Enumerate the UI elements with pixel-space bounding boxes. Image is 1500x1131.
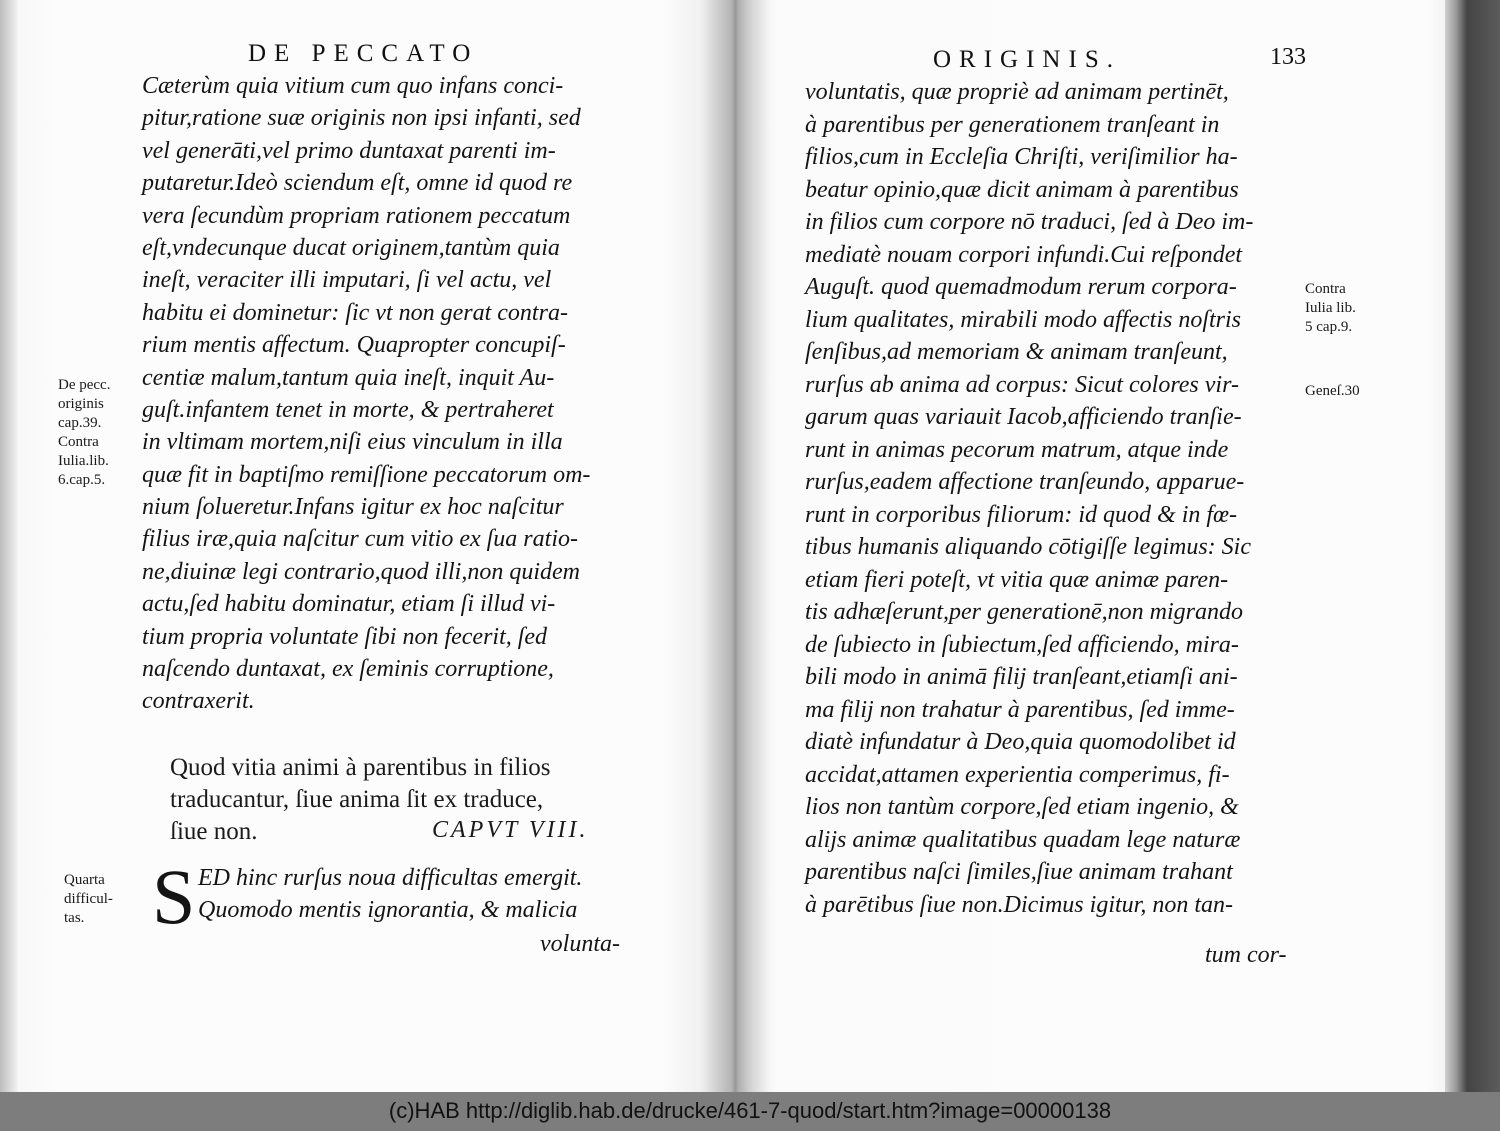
- text-line: vera ſecundùm propriam rationem peccatum: [142, 202, 571, 229]
- left-page: [0, 0, 735, 1092]
- right-page: [735, 0, 1455, 1092]
- text-line: rurſus,eadem affectione tranſeundo, apparue-: [805, 469, 1245, 495]
- text-line: rurſus ab anima ad corpus: Sicut colores vir-: [805, 371, 1239, 398]
- left-body-text: [142, 70, 590, 718]
- text-line: habitu ei dominetur: ſic vt non gerat contra-: [142, 299, 568, 326]
- margin-note-line: tas.: [64, 910, 85, 926]
- margin-note-line: 5 cap.9.: [1305, 319, 1353, 335]
- left-page-edge: [0, 0, 18, 1092]
- page-number: 133: [1270, 44, 1306, 70]
- margin-note-line: Quarta: [64, 872, 105, 888]
- text-line: ED hinc rurſus noua difficultas emergit.: [198, 865, 583, 891]
- chapter-title-line: Quod vitia animi à parentibus in filios: [170, 754, 551, 781]
- margin-note-line: Contra: [58, 434, 99, 450]
- right-body-text: [805, 76, 1253, 921]
- book-gutter: [700, 0, 770, 1092]
- catchword: tum cor-: [1205, 942, 1287, 968]
- text-line: eſt,vndecunque ducat originem,tantùm quia: [142, 234, 560, 261]
- margin-note-line: Iulia.lib.: [58, 453, 109, 469]
- text-line: tibus humanis aliquando cōtigiſſe legimus: Sic: [805, 534, 1251, 560]
- chapter-opening-text: [198, 862, 582, 927]
- drop-cap: S: [152, 853, 196, 940]
- left-margin-note-2: [64, 871, 113, 928]
- text-line: filios,cum in Eccleſia Chriſti, veriſimilior ha-: [805, 144, 1238, 170]
- text-line: ineſt, veraciter illi imputari, ſi vel actu, vel: [142, 267, 552, 294]
- text-line: runt in animas pecorum matrum, atque inde: [805, 436, 1229, 463]
- text-line: quæ fit in baptiſmo remiſſione peccatorum om-: [142, 461, 591, 488]
- right-catchword-block: [1205, 939, 1287, 971]
- text-line: naſcendo duntaxat, ex ſeminis corruptione,: [142, 656, 554, 683]
- right-margin-note-1: [1305, 280, 1356, 337]
- left-margin-note-1: [58, 376, 110, 490]
- text-line: à parētibus ſiue non.Dicimus igitur, non tan-: [805, 891, 1233, 918]
- margin-note-line: 6.cap.5.: [58, 472, 106, 488]
- chapter-title-line: ſiue non.: [170, 818, 258, 845]
- right-margin-note-2: [1305, 382, 1360, 401]
- left-running-head: DE PECCATO: [248, 40, 479, 67]
- text-line: parentibus naſci ſimiles,ſiue animam trahant: [805, 859, 1233, 885]
- text-line: bili modo in animā filij tranſeant,etiamſi ani-: [805, 664, 1238, 690]
- text-line: ſenſibus,ad memoriam & animam tranſeunt,: [805, 339, 1228, 365]
- right-page-edge: [1445, 0, 1500, 1092]
- text-line: diatè infundatur à Deo,quia quomodolibet id: [805, 729, 1236, 755]
- margin-note-line: Contra: [1305, 281, 1346, 297]
- text-line: lios non tantùm corpore,ſed etiam ingenio, &: [805, 794, 1239, 820]
- margin-note-line: difficul-: [64, 891, 113, 907]
- text-line: ma filij non trahatur à parentibus, ſed imme-: [805, 696, 1235, 723]
- text-line: pitur,ratione suæ originis non ipsi infanti, sed: [142, 105, 581, 132]
- text-line: guſt.infantem tenet in morte, & pertraheret: [142, 396, 554, 423]
- text-line: rium mentis affectum. Quapropter concupiſ-: [142, 332, 566, 359]
- text-line: voluntatis, quæ propriè ad animam pertinēt,: [805, 79, 1229, 105]
- chapter-title-line: traducantur, ſiue anima ſit ex traduce,: [170, 786, 544, 813]
- text-line: mediatè nouam corpori infundi.Cui reſpondet: [805, 241, 1243, 268]
- text-line: lium qualitates, mirabili modo affectis noſtris: [805, 306, 1242, 333]
- right-running-head: ORIGINIS.: [933, 46, 1121, 73]
- copyright-url: (c)HAB http://diglib.hab.de/drucke/461-7-quod/start.htm?image=00000138: [388, 1098, 1112, 1123]
- text-line: runt in corporibus filiorum: id quod & in fœ-: [805, 501, 1238, 528]
- text-line: putaretur.Ideò sciendum eſt, omne id quod re: [142, 170, 573, 197]
- text-line: actu,ſed habitu dominatur, etiam ſi illud vi-: [142, 591, 556, 618]
- text-line: in filios cum corpore nō traduci, ſed à Deo im-: [805, 209, 1254, 235]
- text-line: alijs animæ qualitatibus quadam lege naturæ: [805, 826, 1241, 853]
- text-line: Auguſt. quod quemadmodum rerum corpora-: [805, 274, 1237, 300]
- text-line: de ſubiecto in ſubiectum,ſed afficiendo, mira-: [805, 631, 1239, 658]
- text-line: nium ſolueretur.Infans igitur ex hoc naſcitur: [142, 494, 564, 521]
- text-line: à parentibus per generationem tranſeant in: [805, 111, 1220, 138]
- margin-note-line: De pecc.: [58, 377, 111, 393]
- text-line: ne,diuinæ legi contrario,quod illi,non quidem: [142, 558, 580, 585]
- margin-note-line: Iulia lib.: [1305, 300, 1356, 316]
- text-line: contraxerit.: [142, 688, 255, 715]
- text-line: filius iræ,quia naſcitur cum vitio ex ſua ratio-: [142, 526, 578, 553]
- text-line: tium propria voluntate ſibi non fecerit, ſed: [142, 623, 548, 650]
- footer-bar: [0, 1092, 1500, 1131]
- margin-note-line: originis: [58, 396, 104, 412]
- text-line: Cæterùm quia vitium cum quo infans conci-: [142, 73, 564, 99]
- text-line: etiam fieri poteſt, vt vitia quæ animæ paren-: [805, 566, 1229, 593]
- margin-note-line: Geneſ.30: [1305, 383, 1360, 399]
- margin-note-line: cap.39.: [58, 415, 102, 431]
- text-line: garum quas variauit Iacob,afficiendo tranſie-: [805, 404, 1242, 430]
- text-line: centiæ malum,tantum quia ineſt, inquit Au-: [142, 364, 555, 391]
- chapter-number: CAPVT VIII.: [432, 817, 589, 843]
- text-line: Quomodo mentis ignorantia, & malicia: [198, 897, 578, 924]
- text-line: vel generāti,vel primo duntaxat parenti im-: [142, 137, 556, 164]
- text-line: beatur opinio,quæ dicit animam à parentibus: [805, 176, 1239, 203]
- text-line: accidat,attamen experientia comperimus, fi-: [805, 761, 1230, 788]
- text-line: tis adhæſerunt,per generationē,non migrando: [805, 599, 1243, 625]
- text-line: in vltimam mortem,niſi eius vinculum in illa: [142, 429, 563, 456]
- catchword: volunta-: [540, 931, 620, 957]
- left-catchword-block: [540, 928, 620, 960]
